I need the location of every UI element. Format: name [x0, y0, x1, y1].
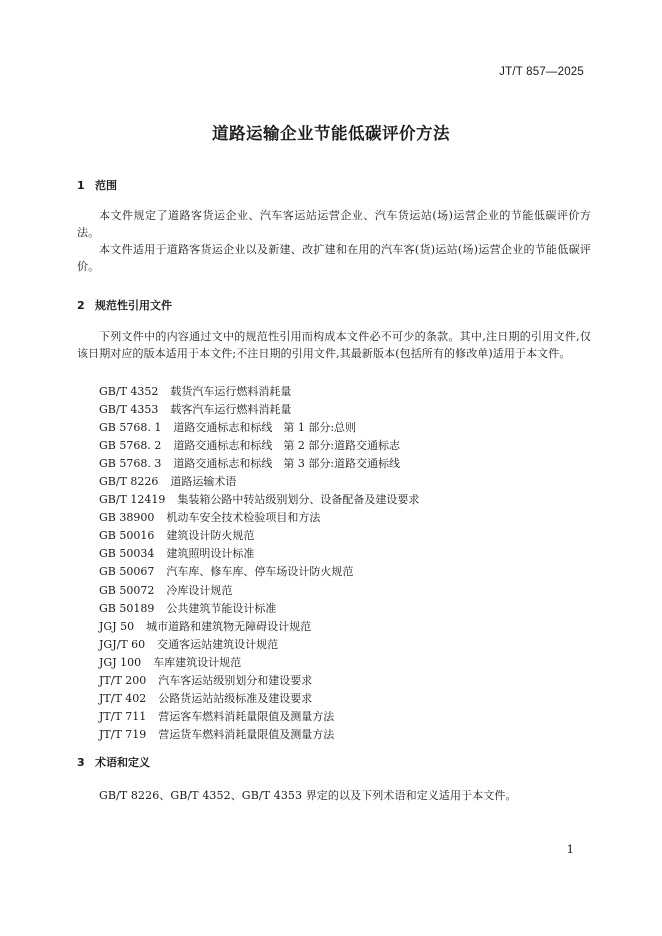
reference-item	[99, 582, 419, 600]
reference-code: GB/T 4353	[99, 403, 159, 417]
page-number: 1	[566, 842, 574, 856]
reference-code: GB 50072	[99, 583, 155, 597]
reference-code: GB 50034	[99, 547, 155, 561]
scope-paragraph-1: 本文件规定了道路客货运企业、汽车客运站运营企业、汽车货运站(场)运营企业的节能低碳评价方法。	[77, 209, 591, 239]
reference-code: JT/T 200	[99, 673, 147, 687]
reference-title: 建筑设计防火规范	[166, 529, 255, 543]
section-number: 1	[77, 179, 85, 192]
reference-title: 汽车客运站级别划分和建设要求	[158, 673, 313, 687]
reference-code: JT/T 402	[99, 691, 147, 705]
reference-code: GB/T 4352	[99, 385, 159, 398]
reference-title: 汽车库、修车库、停车场设计防火规范	[166, 565, 354, 579]
reference-item	[99, 600, 419, 618]
reference-item	[99, 473, 419, 491]
reference-title: 冷库设计规范	[166, 583, 233, 597]
reference-item	[99, 618, 419, 636]
reference-title: 道路交通标志和标线 第 2 部分:道路交通标志	[173, 439, 401, 453]
section-number: 3	[77, 756, 85, 769]
reference-title: 交通客运站建筑设计规范	[157, 637, 279, 651]
reference-title: 城市道路和建筑物无障碍设计规范	[146, 619, 312, 633]
reference-item	[99, 708, 419, 726]
reference-title: 载货汽车运行燃料消耗量	[170, 385, 292, 398]
reference-title: 营运货车燃料消耗量限值及测量方法	[158, 727, 335, 741]
section-number: 2	[77, 299, 85, 312]
reference-title: 建筑照明设计标准	[166, 547, 255, 561]
reference-item	[99, 401, 419, 419]
section-heading-normative-refs	[77, 297, 172, 313]
reference-item	[99, 527, 419, 545]
reference-item	[99, 419, 419, 437]
reference-item	[99, 672, 419, 690]
reference-code: JGJ 50	[99, 619, 135, 633]
reference-item	[99, 636, 419, 654]
reference-list	[99, 383, 419, 744]
section-heading-scope	[77, 177, 117, 193]
terms-paragraph: GB/T 8226、GB/T 4352、GB/T 4353 界定的以及下列术语和定义适用于本文件。	[99, 789, 517, 802]
reference-title: 机动车安全技术检验项目和方法	[166, 511, 321, 525]
scope-paragraph-2: 本文件适用于道路客货运企业以及新建、改扩建和在用的汽车客(货)运站(场)运营企业的节能低碳评价。	[77, 243, 591, 273]
reference-code: GB 50189	[99, 601, 155, 615]
reference-item	[99, 563, 419, 581]
reference-title: 载客汽车运行燃料消耗量	[170, 403, 292, 417]
section-heading-terms	[77, 754, 150, 770]
document-title: 道路运输企业节能低碳评价方法	[212, 124, 450, 143]
reference-code: GB 50067	[99, 565, 155, 579]
reference-title: 公路货运站站级标准及建设要求	[158, 691, 313, 705]
reference-code: GB 50016	[99, 529, 155, 543]
reference-code: GB 5768. 3	[99, 457, 162, 471]
reference-item	[99, 437, 419, 455]
reference-title: 营运客车燃料消耗量限值及测量方法	[158, 709, 335, 723]
reference-code: GB 5768. 1	[99, 421, 162, 435]
normative-refs-intro: 下列文件中的内容通过文中的规范性引用而构成本文件必不可少的条款。其中,注日期的引用文件,仅该日期对应的版本适用于本文件;不注日期的引用文件,其最新版本(包括所有的修改单)适用于本文件。	[77, 330, 591, 360]
section-title: 术语和定义	[95, 756, 150, 769]
reference-code: JGJ/T 60	[99, 637, 146, 651]
reference-item	[99, 491, 419, 509]
reference-title: 道路交通标志和标线 第 1 部分:总则	[173, 421, 357, 435]
reference-code: JGJ 100	[99, 655, 142, 669]
reference-item	[99, 509, 419, 527]
reference-title: 车库建筑设计规范	[153, 655, 242, 669]
section-title: 范围	[95, 179, 117, 192]
section-title: 规范性引用文件	[95, 299, 172, 312]
reference-item	[99, 654, 419, 672]
reference-item	[99, 383, 419, 401]
reference-code: GB 38900	[99, 511, 155, 525]
reference-title: 集装箱公路中转站级别划分、设备配备及建设要求	[177, 493, 420, 507]
reference-item	[99, 545, 419, 563]
reference-title: 公共建筑节能设计标准	[166, 601, 277, 615]
standard-code: JT/T 857—2025	[499, 66, 584, 78]
reference-item	[99, 455, 419, 473]
reference-item	[99, 726, 419, 744]
reference-code: JT/T 711	[99, 709, 147, 723]
reference-title: 道路交通标志和标线 第 3 部分:道路交通标线	[173, 457, 401, 471]
reference-code: GB 5768. 2	[99, 439, 162, 453]
reference-code: JT/T 719	[99, 727, 147, 741]
reference-item	[99, 690, 419, 708]
reference-title: 道路运输术语	[170, 475, 237, 489]
reference-code: GB/T 8226	[99, 475, 159, 489]
reference-code: GB/T 12419	[99, 493, 166, 507]
